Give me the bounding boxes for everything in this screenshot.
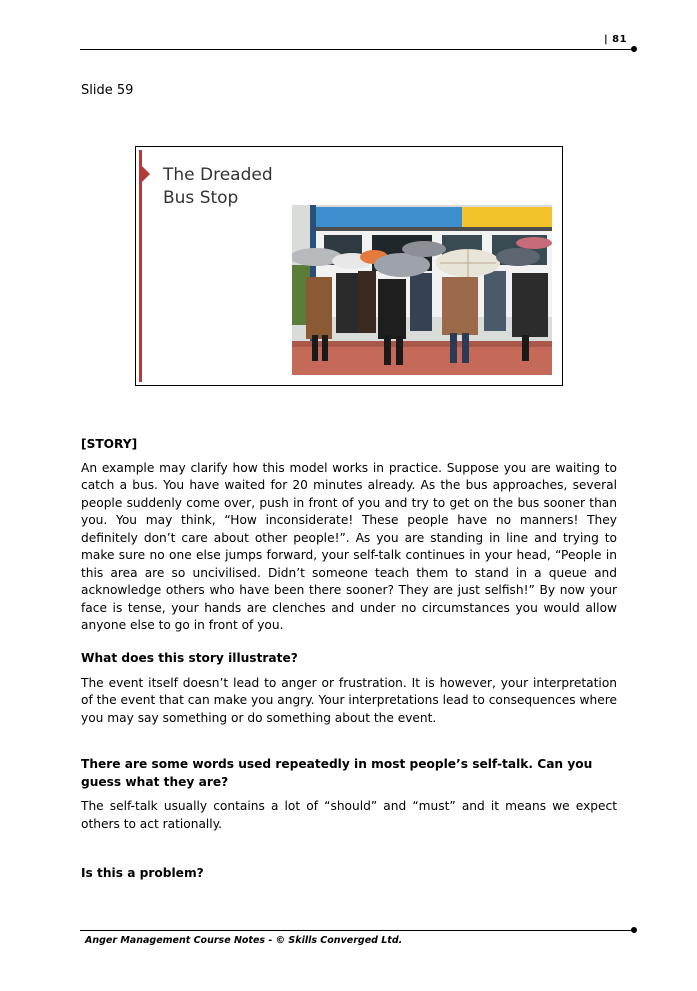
- question-2-section: [81, 756, 617, 833]
- slide-accent-bar: [139, 150, 142, 382]
- question-3-heading: Is this a problem?: [81, 866, 204, 880]
- footer-rule: [80, 930, 634, 931]
- slide-arrow-icon: [142, 166, 150, 182]
- header-rule-dot: [631, 46, 637, 52]
- header-rule: [80, 49, 634, 50]
- slide-thumbnail: [135, 146, 563, 386]
- story-section: [81, 436, 617, 635]
- footer-rule-dot: [631, 927, 637, 933]
- story-heading: [STORY]: [81, 437, 138, 451]
- footer-text: Anger Management Course Notes - © Skills Converged Ltd.: [85, 935, 403, 946]
- question-1-section: [81, 650, 617, 727]
- story-paragraph: An example may clarify how this model works in practice. Suppose you are waiting to catch a bus. You have waited for 20 minutes already. As the bus approaches, several people suddenly come over, push in front of you and try to get on the bus sooner than you. You may think, “How inconsiderate! These people have no manners! They definitely don’t care about other people!”. As you are standing in line and trying to make sure no one else jumps forward, your self-talk continues in your head, “People in this area are so uncivilised. Didn’t someone teach them to stand in a queue and acknowledge others who have been there sooner? They are just selfish!” By now your face is tense, your hands are clenches and under no circumstances you would allow anyone else to go in front of you.: [81, 460, 617, 632]
- question-1-heading: What does this story illustrate?: [81, 651, 298, 665]
- question-3-section: [81, 865, 617, 883]
- question-2-answer: The self-talk usually contains a lot of “should” and “must” and it means we expect others to act rationally.: [81, 799, 617, 831]
- bus-stop-umbrellas-photo: [292, 205, 552, 375]
- slide-label: Slide 59: [81, 83, 134, 98]
- question-2-heading: There are some words used repeatedly in most people’s self-talk. Can you guess what they are?: [81, 757, 593, 789]
- slide-title: The Dreaded Bus Stop: [163, 165, 273, 208]
- question-1-answer: The event itself doesn’t lead to anger or frustration. It is however, your interpretation of the event that can make you angry. Your interpretations lead to consequences where you may say something or do something about the event.: [81, 675, 617, 725]
- page-number: | 81: [604, 34, 628, 45]
